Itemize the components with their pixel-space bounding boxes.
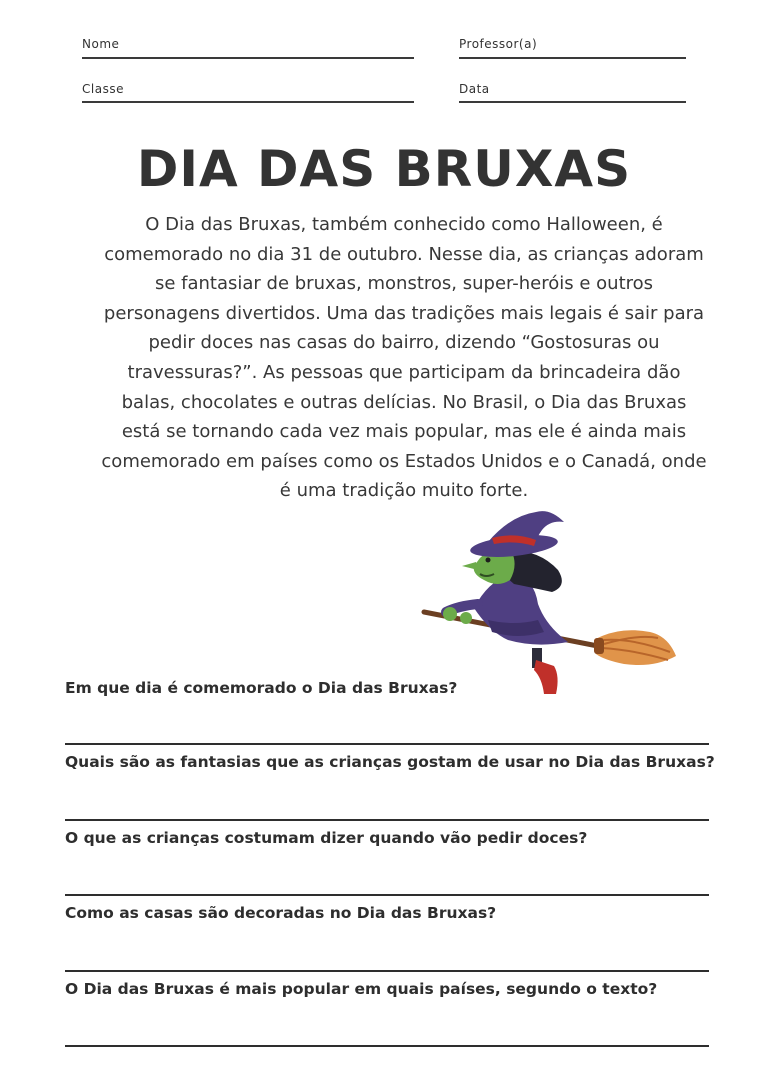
- answer-line-4[interactable]: [65, 970, 709, 972]
- date-line: [459, 101, 686, 103]
- question-text: O que as crianças costumam dizer quando vão pedir doces?: [65, 829, 588, 847]
- question-text: O Dia das Bruxas é mais popular em quais países, segundo o texto?: [65, 980, 658, 998]
- question-text: Em que dia é comemorado o Dia das Bruxas?: [65, 679, 458, 697]
- question-text: Como as casas são decoradas no Dia das Bruxas?: [65, 904, 497, 922]
- teacher-label: Professor(a): [459, 37, 538, 51]
- teacher-field[interactable]: [459, 37, 686, 61]
- answer-line-5[interactable]: [65, 1045, 709, 1047]
- teacher-line: [459, 57, 686, 59]
- name-field[interactable]: [82, 37, 414, 61]
- question-1: [65, 678, 709, 748]
- answer-line-1[interactable]: [65, 743, 709, 745]
- date-label: Data: [459, 82, 490, 96]
- name-line: [82, 57, 414, 59]
- class-field[interactable]: [82, 82, 414, 106]
- answer-line-3[interactable]: [65, 894, 709, 896]
- page-title: DIA DAS BRUXAS: [136, 140, 632, 198]
- date-field[interactable]: [459, 82, 686, 106]
- reading-passage: O Dia das Bruxas, também conhecido como Halloween, é comemorado no dia 31 de outubro. Nesse dia, as crianças adoram se fantasiar de bruxas, monstros, super-heróis e outros personagens divertidos. Uma das tradições mais legais é sair para pedir doces nas casas do bairro, dizendo “Gostosuras ou travessuras?”. As pessoas que participam da brincadeira dão balas, chocolates e outras delícias. No Brasil, o Dia das Bruxas está se tornando cada vez mais popular, mas ele é ainda mais comemorado em países como os Estados Unidos e o Canadá, onde é uma tradição muito forte.: [101, 214, 707, 502]
- name-label: Nome: [82, 37, 120, 51]
- class-line: [82, 101, 414, 103]
- question-text: Quais são as fantasias que as crianças gostam de usar no Dia das Bruxas?: [65, 753, 715, 771]
- answer-line-2[interactable]: [65, 819, 709, 821]
- question-4: [65, 903, 709, 975]
- class-label: Classe: [82, 82, 124, 96]
- question-2: [65, 752, 715, 824]
- question-3: [65, 828, 709, 898]
- question-5: [65, 979, 709, 1051]
- witch-on-broom-icon: [418, 508, 680, 702]
